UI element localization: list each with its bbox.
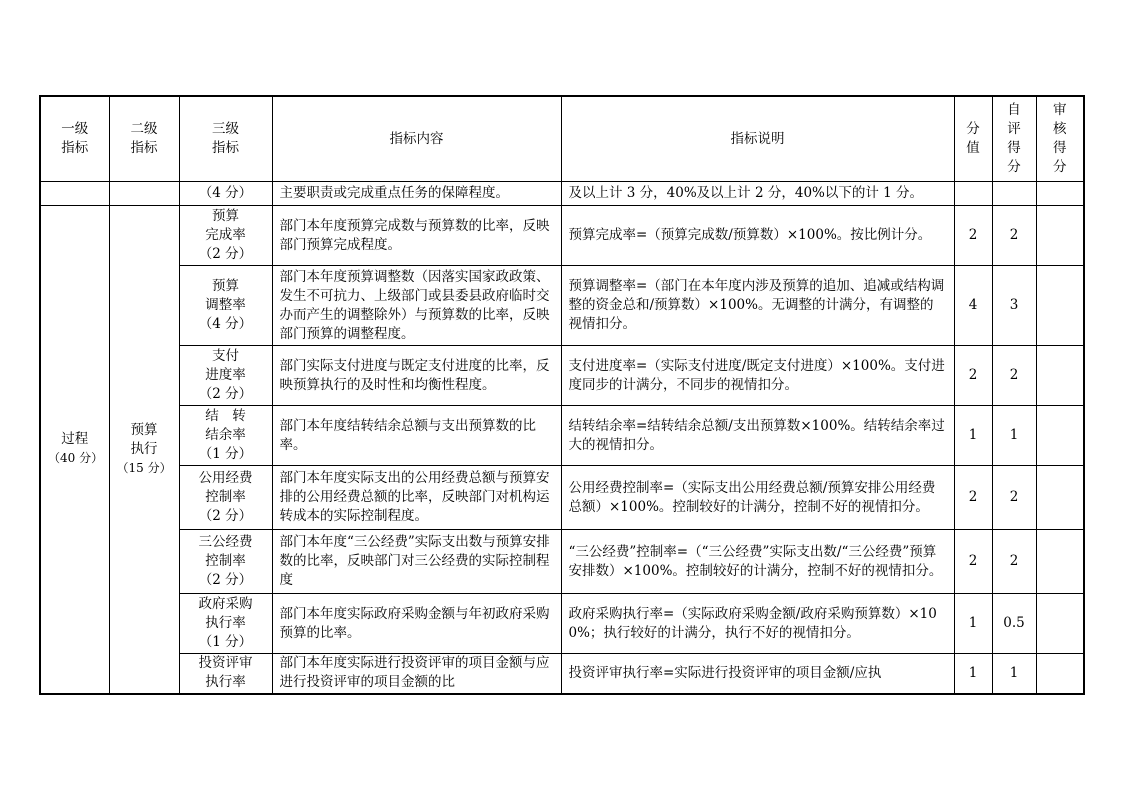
description-cell: 预算调整率=（部门在本年度内涉及预算的追加、追减或结构调整的资金总和/预算数）×100%。无调整的计满分，有调整的视情扣分。 bbox=[561, 266, 954, 346]
content-cell: 部门本年度结转结余总额与支出预算数的比率。 bbox=[272, 406, 561, 466]
level3-cell: 预算 完成率 （2 分） bbox=[179, 206, 272, 266]
level3-cell: 结 转 结余率 （1 分） bbox=[179, 406, 272, 466]
content-cell: 部门实际支付进度与既定支付进度的比率，反映预算执行的及时性和均衡性程度。 bbox=[272, 346, 561, 406]
carry-score bbox=[954, 182, 992, 206]
header-level2: 二级 指标 bbox=[109, 96, 179, 182]
description-cell: 预算完成率=（预算完成数/预算数）×100%。按比例计分。 bbox=[561, 206, 954, 266]
level3-cell: 公用经费 控制率 （2 分） bbox=[179, 466, 272, 530]
level1-cell bbox=[40, 206, 109, 694]
content-cell: 部门本年度实际进行投资评审的项目金额与应进行投资评审的项目金额的比 bbox=[272, 654, 561, 694]
indicator-table bbox=[39, 95, 1085, 695]
score-cell: 1 bbox=[954, 406, 992, 466]
header-audit-score: 审 核 得 分 bbox=[1036, 96, 1084, 182]
level2-cell bbox=[109, 206, 179, 694]
audit-score-cell bbox=[1036, 346, 1084, 406]
table-row bbox=[40, 466, 1084, 530]
score-cell: 2 bbox=[954, 530, 992, 594]
audit-score-cell bbox=[1036, 466, 1084, 530]
audit-score-cell bbox=[1036, 406, 1084, 466]
carry-self-score bbox=[992, 182, 1036, 206]
description-cell: 公用经费控制率=（实际支出公用经费总额/预算安排公用经费总额）×100%。控制较好的计满分，控制不好的视情扣分。 bbox=[561, 466, 954, 530]
level3-cell: 预算 调整率 （4 分） bbox=[179, 266, 272, 346]
carry-audit-score bbox=[1036, 182, 1084, 206]
header-level3: 三级 指标 bbox=[179, 96, 272, 182]
header-row bbox=[40, 96, 1084, 182]
header-level1: 一级 指标 bbox=[40, 96, 109, 182]
table-row bbox=[40, 594, 1084, 654]
content-cell: 部门本年度实际支出的公用经费总额与预算安排的公用经费总额的比率，反映部门对机构运转成本的实际控制程度。 bbox=[272, 466, 561, 530]
level2-points: （15 分） bbox=[116, 460, 172, 475]
description-cell: 投资评审执行率=实际进行投资评审的项目金额/应执 bbox=[561, 654, 954, 694]
content-cell: 部门本年度预算调整数（因落实国家政政策、发生不可抗力、上级部门或县委县政府临时交办而产生的调整除外）与预算数的比率，反映部门预算的调整程度。 bbox=[272, 266, 561, 346]
level3-cell: 投资评审 执行率 bbox=[179, 654, 272, 694]
self-score-cell: 2 bbox=[992, 530, 1036, 594]
content-cell: 部门本年度“三公经费”实际支出数与预算安排数的比率，反映部门对三公经费的实际控制程度 bbox=[272, 530, 561, 594]
description-cell: 政府采购执行率=（实际政府采购金额/政府采购预算数）×100%；执行较好的计满分，执行不好的视情扣分。 bbox=[561, 594, 954, 654]
audit-score-cell bbox=[1036, 594, 1084, 654]
header-description: 指标说明 bbox=[561, 96, 954, 182]
self-score-cell: 1 bbox=[992, 654, 1036, 694]
audit-score-cell bbox=[1036, 266, 1084, 346]
table-row bbox=[40, 266, 1084, 346]
carry-level3: （4 分） bbox=[179, 182, 272, 206]
score-cell: 2 bbox=[954, 206, 992, 266]
table-row bbox=[40, 206, 1084, 266]
score-cell: 1 bbox=[954, 654, 992, 694]
table-row bbox=[40, 530, 1084, 594]
score-cell: 2 bbox=[954, 346, 992, 406]
carry-description: 及以上计 3 分，40%及以上计 2 分，40%以下的计 1 分。 bbox=[561, 182, 954, 206]
level2-name: 预算 执行 bbox=[130, 421, 158, 457]
self-score-cell: 1 bbox=[992, 406, 1036, 466]
self-score-cell: 2 bbox=[992, 206, 1036, 266]
description-cell: 结转结余率=结转结余总额/支出预算数×100%。结转结余率过大的视情扣分。 bbox=[561, 406, 954, 466]
level3-cell: 三公经费 控制率 （2 分） bbox=[179, 530, 272, 594]
content-cell: 部门本年度实际政府采购金额与年初政府采购预算的比率。 bbox=[272, 594, 561, 654]
level1-points: （40 分） bbox=[48, 451, 104, 466]
carry-content: 主要职责或完成重点任务的保障程度。 bbox=[272, 182, 561, 206]
audit-score-cell bbox=[1036, 654, 1084, 694]
table-row-carryover bbox=[40, 182, 1084, 206]
carry-level2 bbox=[109, 182, 179, 206]
carry-level1 bbox=[40, 182, 109, 206]
header-score: 分 值 bbox=[954, 96, 992, 182]
score-cell: 4 bbox=[954, 266, 992, 346]
content-cell: 部门本年度预算完成数与预算数的比率，反映部门预算完成程度。 bbox=[272, 206, 561, 266]
description-cell: “三公经费”控制率=（“三公经费”实际支出数/“三公经费”预算安排数）×100%。控制较好的计满分，控制不好的视情扣分。 bbox=[561, 530, 954, 594]
level1-name: 过程 bbox=[61, 431, 89, 448]
table-row bbox=[40, 654, 1084, 694]
table-row bbox=[40, 406, 1084, 466]
header-self-score: 自 评 得 分 bbox=[992, 96, 1036, 182]
self-score-cell: 2 bbox=[992, 466, 1036, 530]
level3-cell: 政府采购 执行率 （1 分） bbox=[179, 594, 272, 654]
score-cell: 1 bbox=[954, 594, 992, 654]
table-row bbox=[40, 346, 1084, 406]
self-score-cell: 0.5 bbox=[992, 594, 1036, 654]
audit-score-cell bbox=[1036, 530, 1084, 594]
audit-score-cell bbox=[1036, 206, 1084, 266]
self-score-cell: 2 bbox=[992, 346, 1036, 406]
header-content: 指标内容 bbox=[272, 96, 561, 182]
score-cell: 2 bbox=[954, 466, 992, 530]
level3-cell: 支付 进度率 （2 分） bbox=[179, 346, 272, 406]
self-score-cell: 3 bbox=[992, 266, 1036, 346]
description-cell: 支付进度率=（实际支付进度/既定支付进度）×100%。支付进度同步的计满分，不同步的视情扣分。 bbox=[561, 346, 954, 406]
